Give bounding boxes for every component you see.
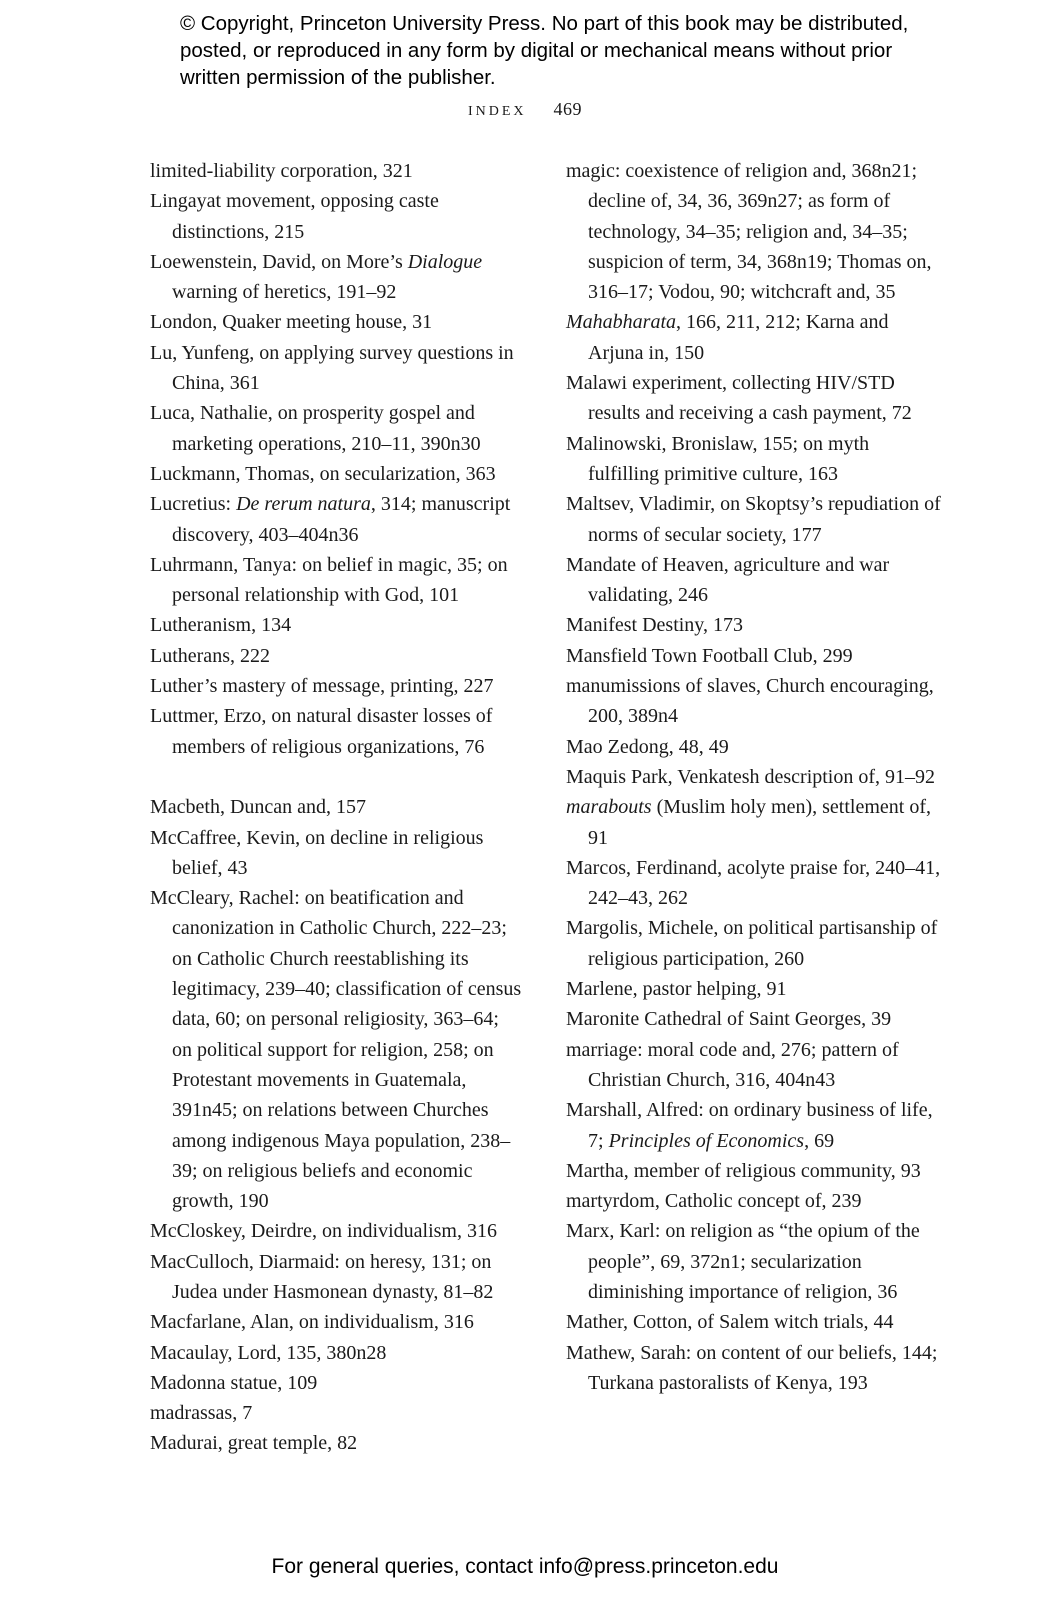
index-entry-text: , 69 bbox=[804, 1129, 835, 1152]
index-entry: Marcos, Ferdinand, acolyte praise for, 240–41, 242–43, 262 bbox=[566, 856, 941, 910]
index-entry-italic-title: marabouts bbox=[566, 796, 652, 819]
index-entry: Lu, Yunfeng, on applying survey questions in China, 361 bbox=[150, 341, 514, 395]
index-entry: Maronite Cathedral of Saint Georges, 39 bbox=[566, 1008, 892, 1031]
index-entry: Lutheranism, 134 bbox=[150, 614, 292, 637]
index-entry: Lutherans, 222 bbox=[150, 644, 270, 667]
copyright-notice: © Copyright, Princeton University Press. No part of this book may be distributed, posted, or reproduced in any form by digital or mechanical means without prior written permission of the publisher. bbox=[180, 12, 909, 89]
index-entry: Malawi experiment, collecting HIV/STD results and receiving a cash payment, 72 bbox=[566, 372, 912, 425]
index-entry: Madurai, great temple, 82 bbox=[150, 1432, 358, 1455]
index-entry-italic-title: Mahabharata bbox=[566, 311, 676, 334]
index-entry: Luttmer, Erzo, on natural disaster losses of members of religious organizations, 76 bbox=[150, 705, 493, 758]
index-entry bbox=[566, 307, 944, 368]
index-entry: Luca, Nathalie, on prosperity gospel and marketing operations, 210–11, 390n30 bbox=[150, 402, 481, 455]
index-entry: limited-liability corporation, 321 bbox=[150, 160, 413, 182]
index-entry: Malinowski, Bronislaw, 155; on myth fulfilling primitive culture, 163 bbox=[566, 432, 870, 485]
index-entry: Margolis, Michele, on political partisanship of religious participation, 260 bbox=[566, 917, 938, 970]
index-entry: Madonna statue, 109 bbox=[150, 1371, 318, 1394]
index-entry: McCaffree, Kevin, on decline in religious belief, 43 bbox=[150, 826, 484, 879]
index-entry: London, Quaker meeting house, 31 bbox=[150, 311, 433, 334]
index-column-right bbox=[566, 156, 944, 1398]
index-entry: Mansfield Town Football Club, 299 bbox=[566, 644, 853, 667]
running-head bbox=[0, 98, 1050, 121]
index-entry: Mandate of Heaven, agriculture and war validating, 246 bbox=[566, 553, 890, 607]
index-entry-italic-title: Dialogue bbox=[407, 250, 483, 273]
index-entry-italic-title: De rerum natura bbox=[236, 493, 371, 516]
index-entry: Maltsev, Vladimir, on Skoptsy’s repudiation of norms of secular society, 177 bbox=[566, 493, 941, 546]
index-entry: Macaulay, Lord, 135, 380n28 bbox=[150, 1341, 387, 1364]
index-entry: Mathew, Sarah: on content of our beliefs, 144; Turkana pastoralists of Kenya, 193 bbox=[566, 1341, 938, 1394]
index-entry: Martha, member of religious community, 93 bbox=[566, 1159, 921, 1182]
index-entry-italic-title: Principles of Economics bbox=[608, 1129, 805, 1152]
running-head-label: index bbox=[467, 98, 527, 120]
index-entry: madrassas, 7 bbox=[150, 1402, 253, 1425]
index-entry-text: Lucretius: bbox=[150, 493, 237, 516]
index-entry: Marx, Karl: on religion as “the opium of the people”, 69, 372n1; secularization diminishing importance of religion, 36 bbox=[566, 1220, 920, 1303]
index-entry bbox=[150, 489, 522, 550]
index-entry: Luckmann, Thomas, on secularization, 363 bbox=[150, 462, 496, 485]
letter-section-gap bbox=[150, 762, 522, 792]
index-column-left bbox=[150, 156, 522, 1459]
index-entry: Luhrmann, Tanya: on belief in magic, 35; on personal relationship with God, 101 bbox=[150, 553, 508, 607]
index-entry-text: (Muslim holy men), settlement of, 91 bbox=[588, 796, 931, 849]
index-entry: Macbeth, Duncan and, 157 bbox=[150, 796, 367, 819]
index-entry-text: , 314; manuscript discovery, 403–404n36 bbox=[172, 493, 511, 546]
index-entry: Mather, Cotton, of Salem witch trials, 44 bbox=[566, 1311, 894, 1334]
index-entry: Mao Zedong, 48, 49 bbox=[566, 735, 729, 758]
index-entry: MacCulloch, Diarmaid: on heresy, 131; on Judea under Hasmonean dynasty, 81–82 bbox=[150, 1250, 494, 1303]
index-entry: Macfarlane, Alan, on individualism, 316 bbox=[150, 1311, 474, 1334]
index-entry: Luther’s mastery of message, printing, 227 bbox=[150, 675, 494, 698]
index-entry-text: Marshall, Alfred: on ordinary business of life, 7; bbox=[566, 1099, 933, 1152]
footer-contact: For general queries, contact info@press.princeton.edu bbox=[271, 1555, 779, 1578]
index-entry-text: Loewenstein, David, on More’s bbox=[150, 250, 408, 273]
index-entry: magic: coexistence of religion and, 368n21; decline of, 34, 36, 369n27; as form of technology, 34–35; religion and, 34–35; suspicion of term, 34, 368n19; Thomas on, 316–17; Vodou, 90; witchcraft and, 35 bbox=[566, 160, 932, 304]
index-entry-text: , 166, 211, 212; Karna and Arjuna in, 150 bbox=[588, 311, 889, 364]
index-entry: manumissions of slaves, Church encouraging, 200, 389n4 bbox=[566, 675, 934, 728]
index-entry bbox=[150, 247, 522, 308]
index-entry: McCloskey, Deirdre, on individualism, 316 bbox=[150, 1220, 497, 1243]
index-entry: Lingayat movement, opposing caste distinctions, 215 bbox=[150, 190, 439, 243]
index-entry: Maquis Park, Venkatesh description of, 91–92 bbox=[566, 765, 936, 788]
index-entry-text: warning of heretics, 191–92 bbox=[172, 281, 397, 304]
index-entry: marriage: moral code and, 276; pattern of Christian Church, 316, 404n43 bbox=[566, 1038, 899, 1091]
index-entry bbox=[566, 792, 944, 853]
index-entry bbox=[566, 1095, 944, 1156]
index-entry: martyrdom, Catholic concept of, 239 bbox=[566, 1190, 862, 1213]
page-number: 469 bbox=[553, 99, 583, 119]
index-entry: McCleary, Rachel: on beatification and canonization in Catholic Church, 222–23; on Catholic Church reestablishing its legitimacy, 239–40; classification of census data, 60; on personal religiosity, 363–64; on political support for religion, 258; on Protestant movements in Guatemala, 391n45; on relations between Churches among indigenous Maya population, 238–39; on religious beliefs and economic growth, 190 bbox=[150, 887, 522, 1213]
index-entry: Manifest Destiny, 173 bbox=[566, 614, 744, 637]
index-entry: Marlene, pastor helping, 91 bbox=[566, 978, 787, 1001]
